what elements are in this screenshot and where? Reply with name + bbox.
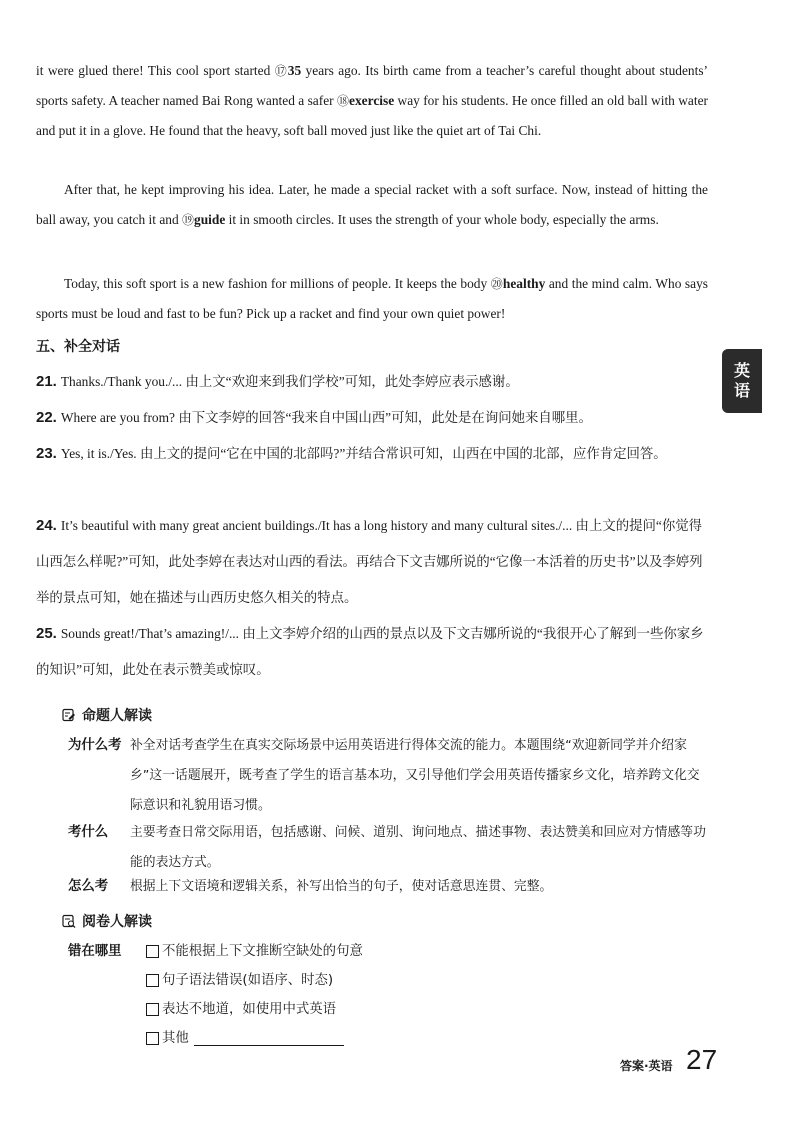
- blank-marker-19: ⑲: [182, 213, 195, 227]
- section-title: 五、补全对话: [36, 339, 120, 355]
- answer-20: healthy: [502, 276, 546, 291]
- checkbox-icon[interactable]: [146, 974, 159, 987]
- passage-paragraph-3: Today, this soft sport is a new fashion for millions of people. It keeps the body ⑳healthy and the mind calm. Who says sports must be loud and fast to be fun? Pick up a racket and find your own quiet power!: [36, 276, 708, 321]
- error-option-2[interactable]: 句子语法错误(如语序、时态): [146, 966, 708, 995]
- answer-19: guide: [194, 212, 226, 227]
- checkbox-icon[interactable]: [146, 1032, 159, 1045]
- setter-row-how: 怎么考 根据上下文语境和逻辑关系，补写出恰当的句子，使对话意思连贯、完整。: [68, 879, 553, 894]
- answer-item-25: 25. Sounds great!/That’s amazing!/... 由上文李婷介绍的山西的景点以及下文吉娜所说的“我很开心了解到一些你家乡的知识”可知，此处在表示赞美或惊叹。: [36, 625, 704, 677]
- grader-row: 错在哪里 不能根据上下文推断空缺处的句意 句子语法错误(如语序、时态) 表达不地道，如使用中式英语 其他: [68, 937, 708, 1053]
- page-number: 27: [686, 1044, 718, 1075]
- answer-17: 35: [287, 63, 302, 78]
- answer-item-21: 21. Thanks./Thank you./... 由上文“欢迎来到我们学校”可知，此处李婷应表示感谢。: [36, 373, 519, 390]
- subject-side-tab: 英 语: [722, 349, 762, 413]
- answer-item-23: 23. Yes, it is./Yes. 由上文的提问“它在中国的北部吗?”并结合常识可知，山西在中国的北部，应作肯定回答。: [36, 445, 667, 462]
- answer-18: exercise: [349, 93, 395, 108]
- setter-interpretation-title: 命题人解读: [62, 705, 152, 725]
- passage-paragraph-2: After that, he kept improving his idea. Later, he made a special racket with a soft surface. Now, instead of hitting the ball away, you catch it and ⑲guide it in smooth circles. It uses the strength of your whole body, especially the arms.: [36, 182, 708, 227]
- grader-interpretation-title: 阅卷人解读: [62, 911, 152, 931]
- answer-item-22: 22. Where are you from? 由下文李婷的回答“我来自中国山西”可知，此处是在询问她来自哪里。: [36, 409, 592, 426]
- footer-label: 答案·英语: [620, 1059, 673, 1073]
- setter-row-what: 考什么 主要考查日常交际用语，包括感谢、问候、道别、询问地点、描述事物、表达赞美和回应对方情感等功能的表达方式。: [68, 825, 706, 870]
- passage-paragraph-1: it were glued there! This cool sport started ⑰35 years ago. Its birth came from a teacher’s careful thought about students’ sports safety. A teacher named Bai Rong wanted a safer ⑱exercise way for his students. He once filled an old ball with water and put it in a glove. He found that the heavy, soft ball moved just like the quiet art of Tai Chi.: [36, 63, 709, 138]
- note-pen-icon: [62, 708, 76, 722]
- fill-in-blank[interactable]: [194, 1031, 344, 1046]
- error-option-3[interactable]: 表达不地道，如使用中式英语: [146, 995, 708, 1024]
- blank-marker-20: ⑳: [490, 277, 503, 291]
- answer-item-24: 24. It’s beautiful with many great ancient buildings./It has a long history and many cultural sites./... 由上文的提问“你觉得山西怎么样呢?”可知，此处李婷在表达对山西的看法。再结合下文吉娜所说的“它像一本活着的历史书”以及李婷列举的景点可知，她在描述与山西历史悠久相关的特点。: [36, 517, 703, 605]
- error-option-1[interactable]: 不能根据上下文推断空缺处的句意: [146, 937, 708, 966]
- setter-row-why: 为什么考 补全对话考查学生在真实交际场景中运用英语进行得体交流的能力。本题围绕“欢迎新同学并介绍家乡”这一话题展开，既考查了学生的语言基本功，又引导他们学会用英语传播家乡文化，培养跨文化交际意识和礼貌用语习惯。: [68, 738, 700, 813]
- blank-marker-18: ⑱: [337, 94, 350, 108]
- magnifier-note-icon: [62, 914, 76, 928]
- checkbox-icon[interactable]: [146, 1003, 159, 1016]
- blank-marker-17: ⑰: [274, 64, 288, 78]
- error-option-4[interactable]: 其他: [146, 1024, 708, 1053]
- checkbox-icon[interactable]: [146, 945, 159, 958]
